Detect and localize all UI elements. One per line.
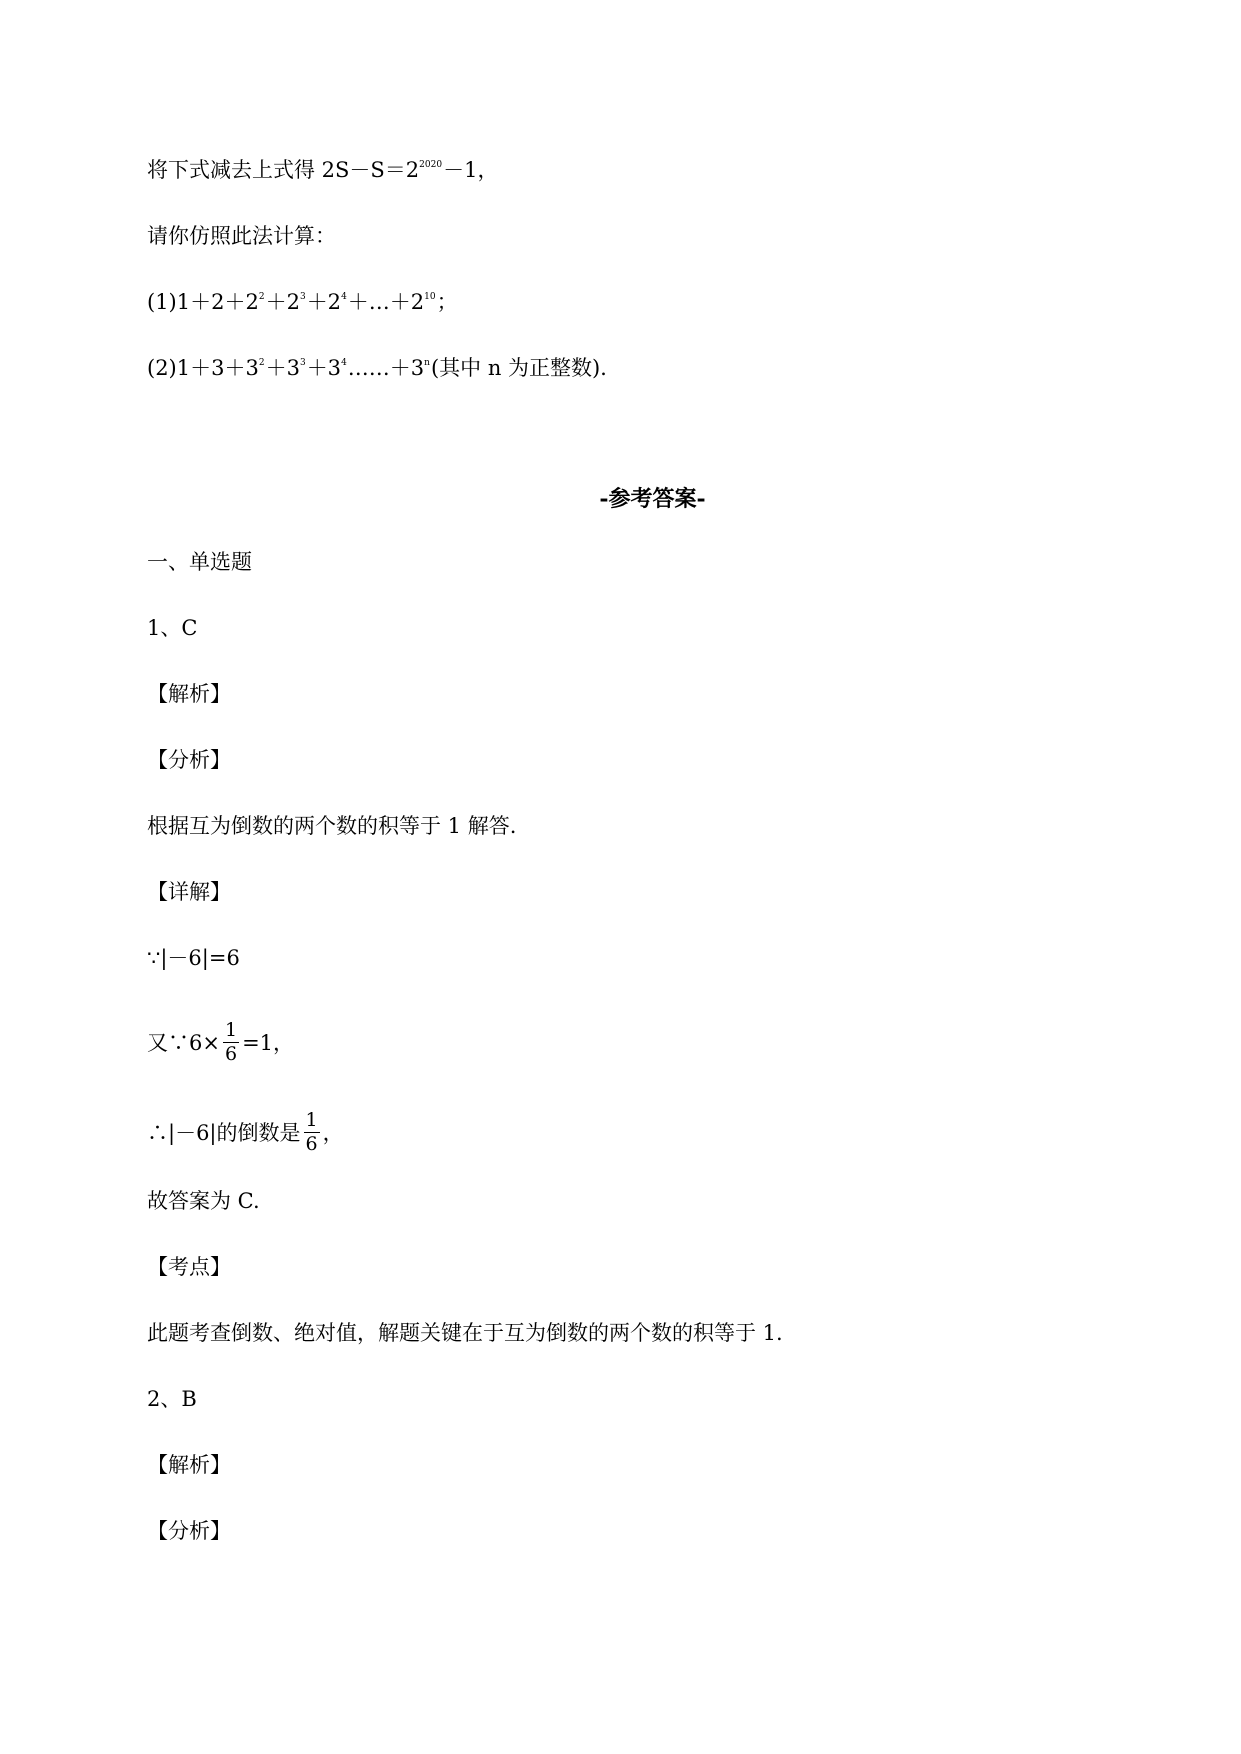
expr-part: (其中 n 为正整数)．	[430, 356, 622, 380]
exponent: 2	[258, 292, 265, 302]
solution-step-3	[147, 1109, 344, 1156]
answers-title: -参考答案-	[599, 486, 706, 512]
fraction-denominator: 6	[224, 1043, 238, 1065]
step-text: ，	[322, 1121, 344, 1145]
fraction	[223, 1021, 239, 1064]
step-text: 又∵6×	[147, 1031, 220, 1055]
fenxi-text: 根据互为倒数的两个数的积等于 1 解答.	[147, 814, 517, 838]
fraction-numerator: 1	[305, 1109, 318, 1131]
solution-step-2	[147, 1019, 295, 1066]
exponent: 10	[424, 292, 436, 302]
fenxi-label: 【分析】	[147, 748, 231, 772]
fenxi-label-2: 【分析】	[147, 1519, 231, 1543]
expr-part: ＋3	[306, 356, 342, 380]
equation-text: 将下式减去上式得 2S－S＝2	[147, 158, 420, 182]
step-text: =1，	[242, 1031, 295, 1055]
fraction	[304, 1111, 320, 1154]
conclusion: 故答案为 C.	[147, 1189, 260, 1213]
analysis-label-2: 【解析】	[147, 1453, 231, 1477]
expr-part: (1)1＋2＋2	[147, 290, 259, 314]
exponent: 3	[299, 292, 306, 302]
exponent: 2020	[419, 160, 443, 170]
problem-item-1	[147, 287, 458, 322]
kaodian-text: 此题考查倒数、绝对值，解题关键在于互为倒数的两个数的积等于 1.	[147, 1321, 783, 1345]
exponent: 4	[341, 292, 347, 302]
fraction-denominator: 6	[305, 1133, 318, 1155]
detail-label: 【详解】	[147, 880, 231, 904]
expr-part: ；	[436, 290, 458, 314]
question-1-answer: 1、C	[147, 616, 198, 640]
exponent: 3	[299, 358, 306, 368]
analysis-label: 【解析】	[147, 682, 231, 706]
expr-part: ＋…＋2	[347, 290, 425, 314]
problem-line-1	[147, 155, 498, 190]
equation-tail: －1，	[443, 158, 499, 182]
section-heading: 一、单选题	[147, 550, 252, 574]
problem-line-2: 请你仿照此法计算：	[147, 224, 336, 248]
solution-step-1: ∵|－6|=6	[147, 946, 240, 970]
expr-part: ＋2	[306, 290, 342, 314]
kaodian-label: 【考点】	[147, 1255, 231, 1279]
expr-part: ……＋3	[347, 356, 425, 380]
expr-part: ＋2	[265, 290, 300, 314]
expr-part: (2)1＋3＋3	[147, 356, 259, 380]
problem-item-2	[147, 353, 621, 388]
step-text: ∴|－6|的倒数是	[147, 1121, 301, 1145]
exponent: n	[424, 358, 430, 368]
exponent: 4	[341, 358, 347, 368]
expr-part: ＋3	[265, 356, 300, 380]
fraction-numerator: 1	[224, 1019, 238, 1041]
exponent: 2	[258, 358, 265, 368]
question-2-answer: 2、B	[147, 1387, 197, 1411]
